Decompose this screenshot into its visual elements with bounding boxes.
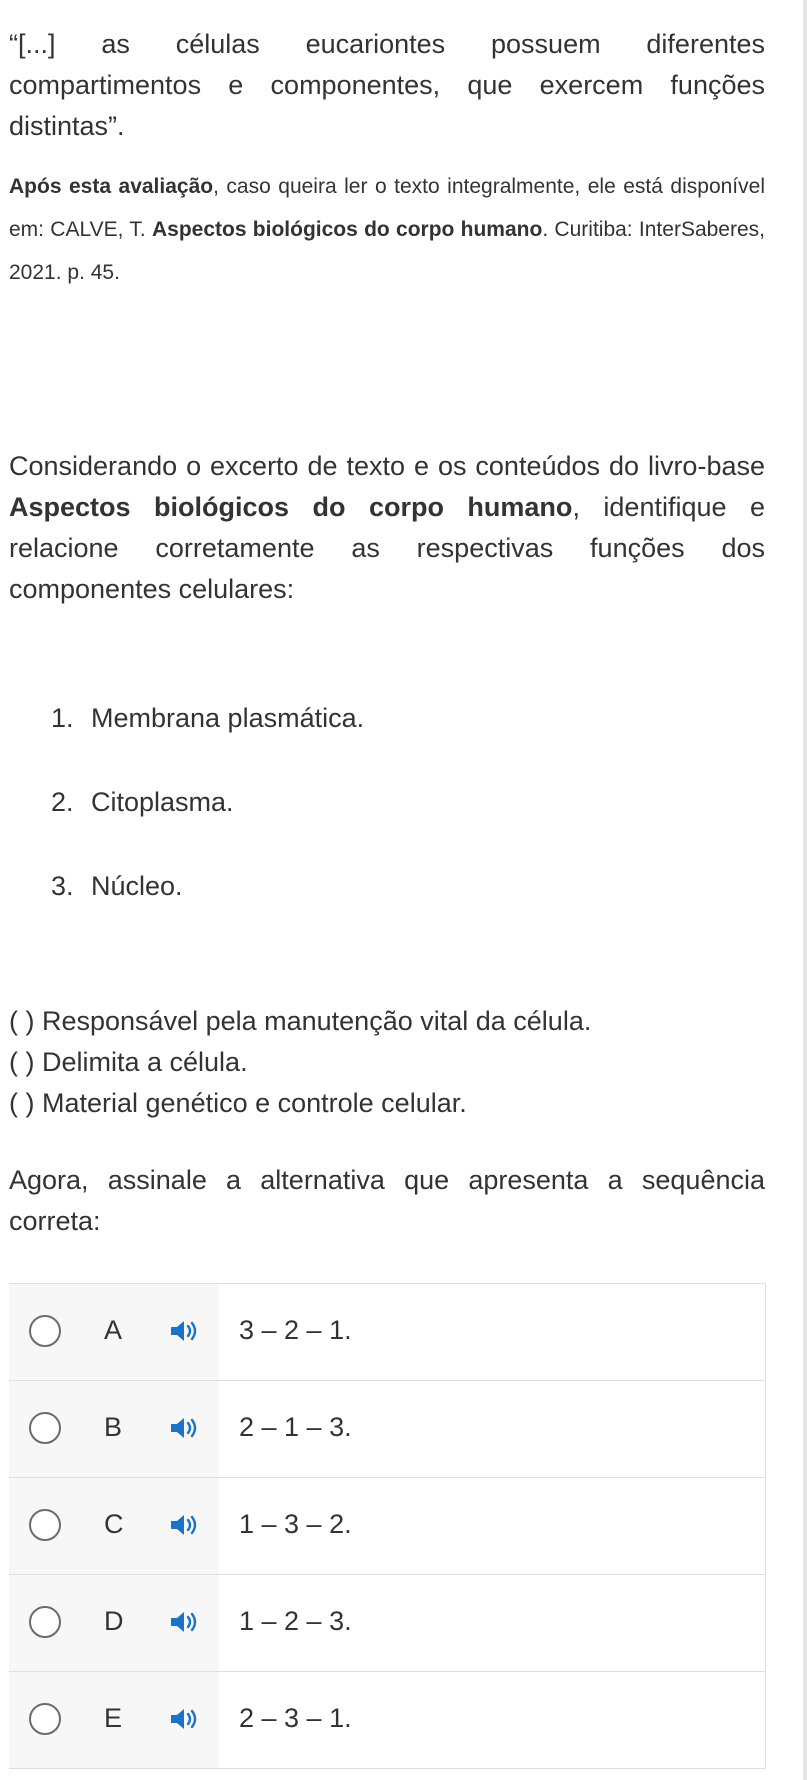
option-d[interactable]: [9, 1575, 765, 1672]
reference-text: [9, 165, 765, 294]
scrollbar-track[interactable]: [803, 0, 807, 1780]
option-answer: 2 – 1 – 3.: [239, 1412, 352, 1442]
function-list: [9, 1001, 765, 1124]
option-answer: 2 – 3 – 1.: [239, 1703, 352, 1733]
option-answer: 3 – 2 – 1.: [239, 1315, 352, 1345]
option-letter: C: [104, 1509, 124, 1539]
component-list: [9, 698, 765, 906]
option-letter: E: [104, 1703, 123, 1733]
speaker-icon[interactable]: [169, 1514, 203, 1536]
component-item: [9, 782, 765, 822]
component-text: Núcleo.: [91, 871, 183, 901]
component-number: 2.: [51, 787, 74, 817]
reference-lead-bold: Após esta avaliação: [9, 175, 214, 198]
reference-tail: . Curitiba: InterSaberes, 2021. p. 45.: [9, 218, 765, 284]
option-answer: 1 – 2 – 3.: [239, 1606, 352, 1636]
speaker-icon[interactable]: [169, 1320, 203, 1342]
reference-title: Aspectos biológicos do corpo humano: [151, 218, 543, 241]
option-c[interactable]: [9, 1478, 765, 1575]
speaker-icon[interactable]: [169, 1708, 203, 1730]
option-letter: D: [104, 1606, 124, 1636]
prompt-book-title: Aspectos biológicos do corpo humano: [9, 492, 573, 522]
question-content: [9, 24, 765, 1242]
option-a[interactable]: [9, 1284, 765, 1381]
option-b[interactable]: [9, 1381, 765, 1478]
instruction-text: Agora, assinale a alternativa que apresenta a sequência correta:: [9, 1165, 765, 1236]
radio-button[interactable]: [29, 1606, 61, 1638]
radio-button[interactable]: [29, 1509, 61, 1541]
component-number: 1.: [51, 703, 74, 733]
radio-button[interactable]: [29, 1412, 61, 1444]
quote-text: “[...] as células eucariontes possuem diferentes compartimentos e componentes, que exercem funções distintas”.: [9, 29, 765, 141]
function-item: ( ) Material genético e controle celular.: [9, 1088, 467, 1118]
question-prompt: [9, 446, 765, 610]
prompt-after: , identifique e relacione corretamente as respectivas funções dos componentes celulares:: [9, 492, 766, 604]
component-number: 3.: [51, 871, 74, 901]
option-answer: 1 – 3 – 2.: [239, 1509, 352, 1539]
answer-options: [9, 1283, 766, 1769]
option-letter: B: [104, 1412, 123, 1442]
reference-lead-rest: , caso queira ler o texto integralmente, ele está disponível em: CALVE, T.: [9, 175, 765, 241]
option-e[interactable]: [9, 1672, 765, 1768]
function-item: ( ) Delimita a célula.: [9, 1047, 248, 1077]
radio-button[interactable]: [29, 1315, 61, 1347]
speaker-icon[interactable]: [169, 1417, 203, 1439]
option-letter: A: [104, 1315, 123, 1345]
component-text: Membrana plasmática.: [91, 703, 365, 733]
component-text: Citoplasma.: [91, 787, 234, 817]
function-item: ( ) Responsável pela manutenção vital da célula.: [9, 1006, 592, 1036]
component-item: [9, 866, 765, 906]
speaker-icon[interactable]: [169, 1611, 203, 1633]
prompt-before: Considerando o excerto de texto e os conteúdos do livro-base: [9, 451, 765, 481]
radio-button[interactable]: [29, 1703, 61, 1735]
component-item: [9, 698, 765, 738]
